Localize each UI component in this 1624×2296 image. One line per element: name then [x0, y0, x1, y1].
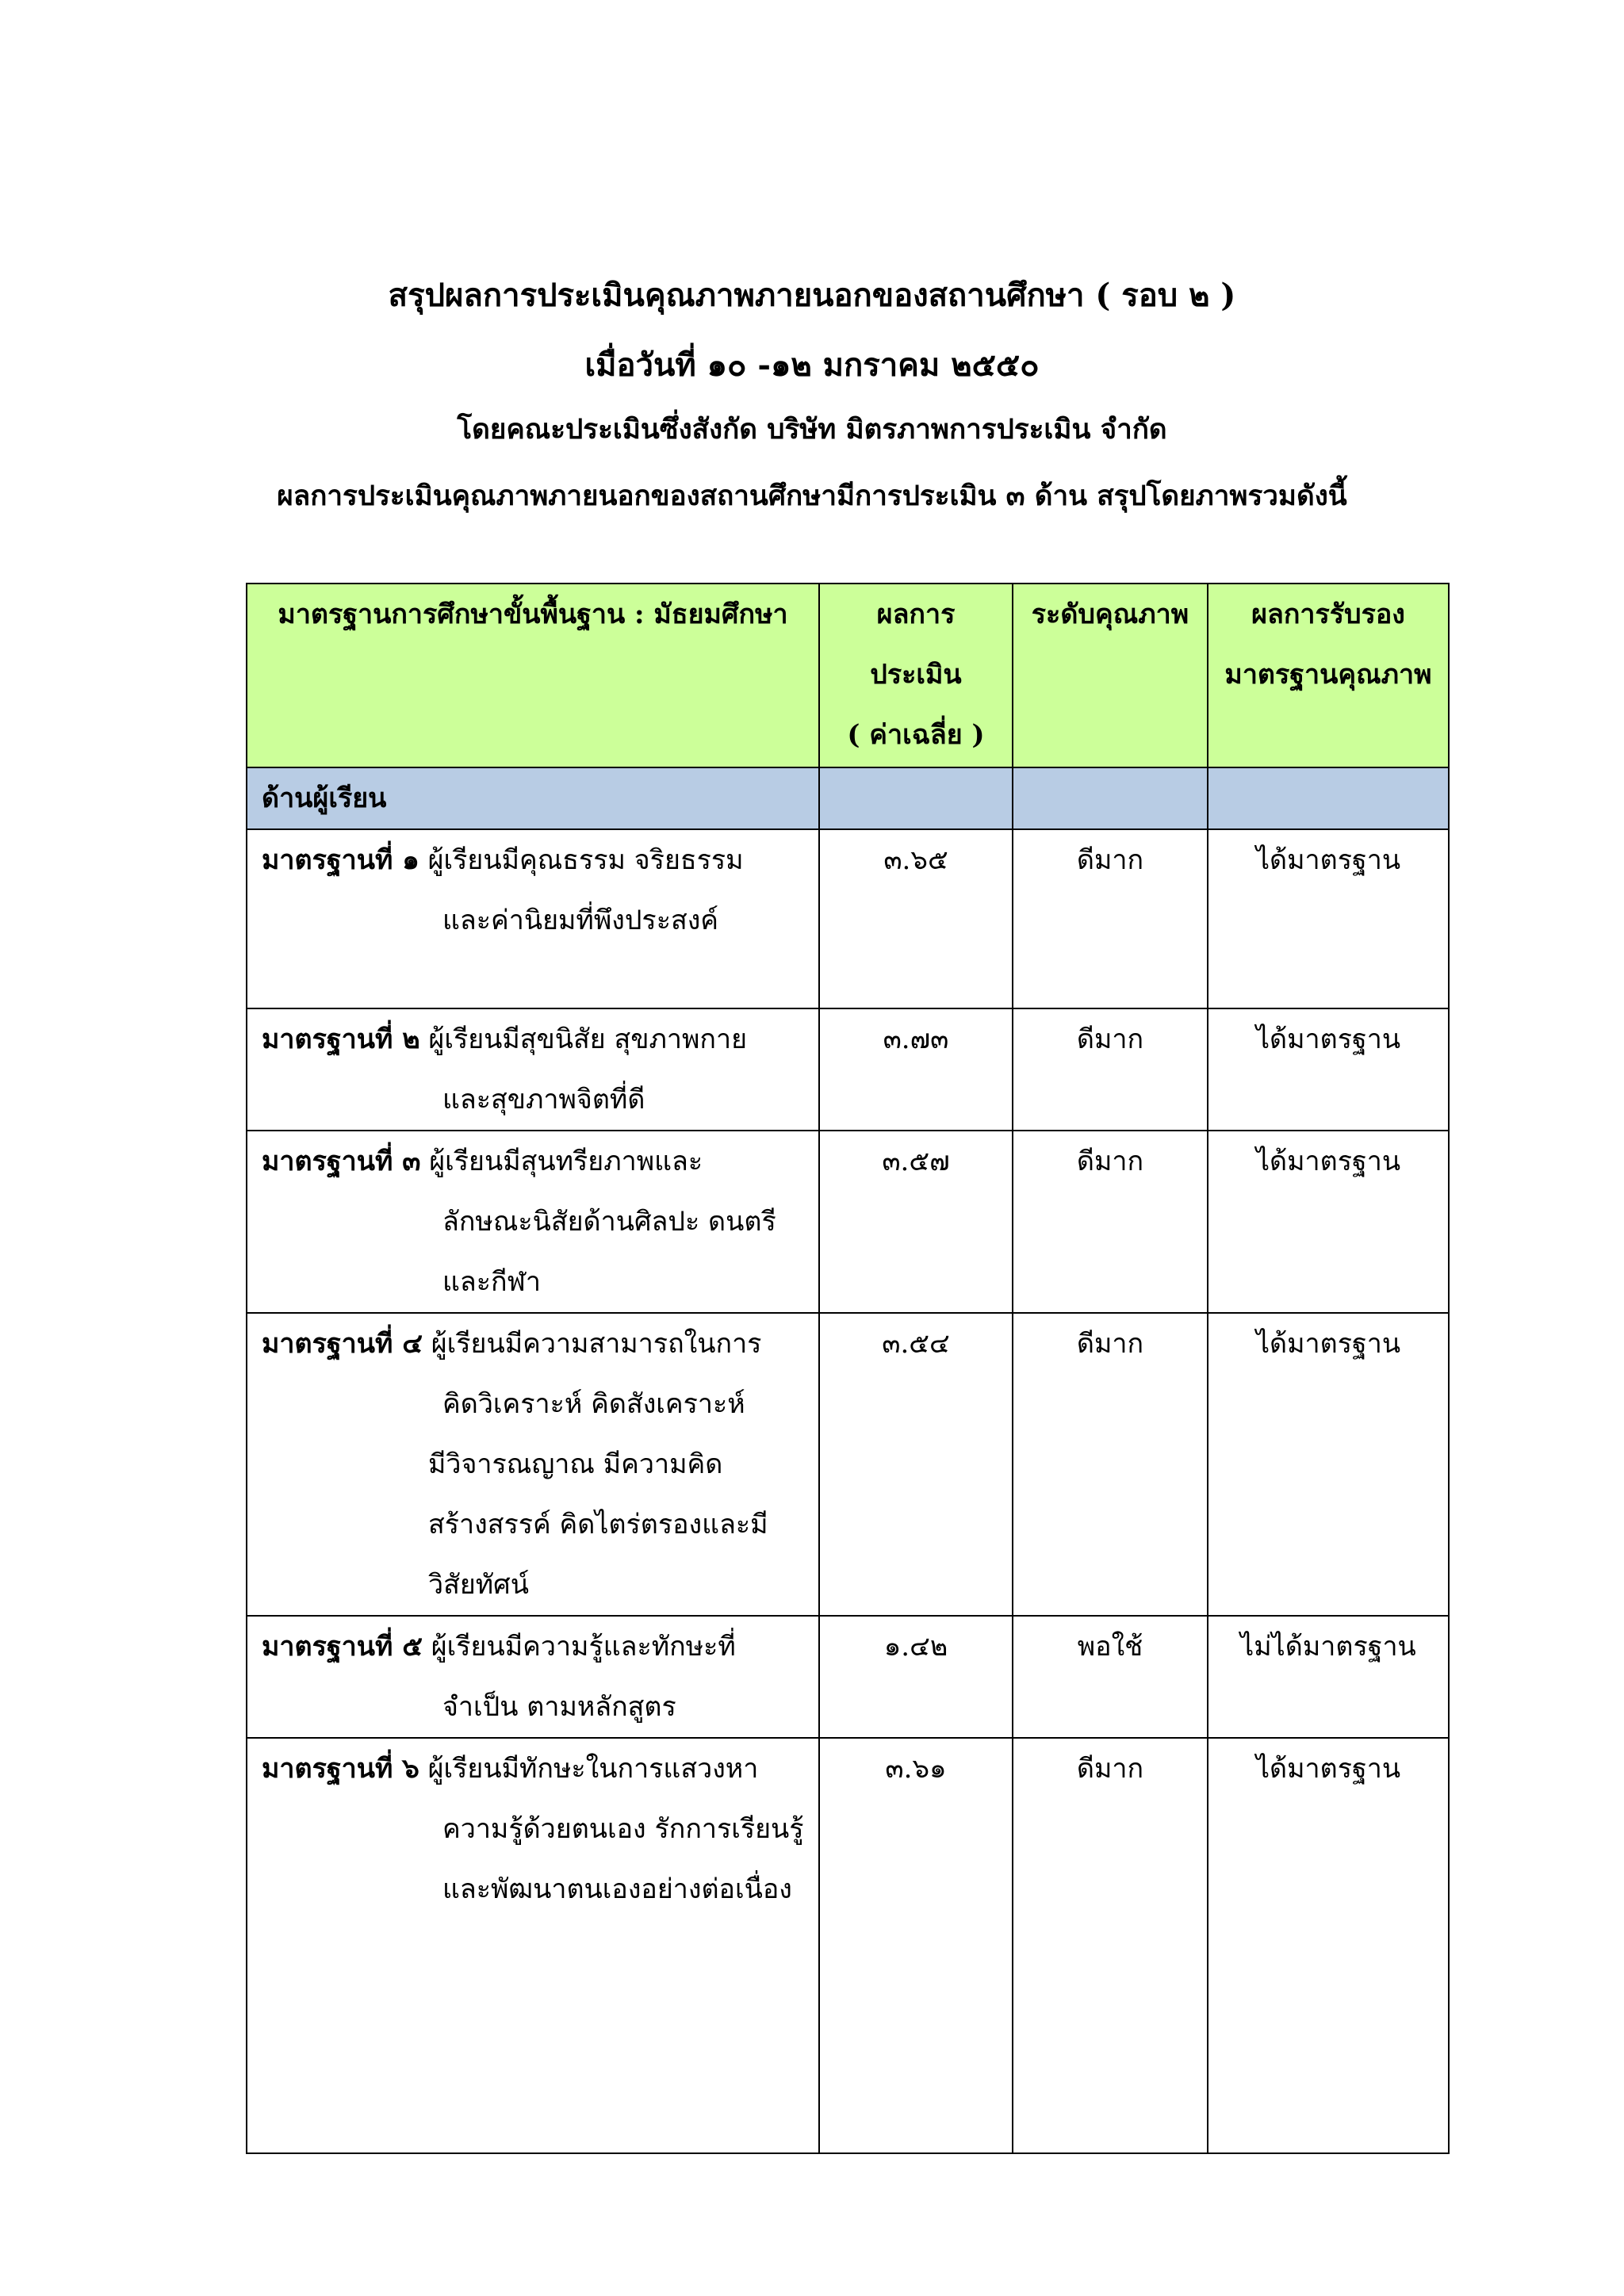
- standard-text-cont: จำเป็น ตามหลักสูตร: [442, 1691, 676, 1723]
- score-cell: ๓.๖๕: [819, 829, 1013, 1008]
- page-title: สรุปผลการประเมินคุณภาพภายนอกของสถานศึกษา ( รอบ ๒ ): [388, 277, 1236, 314]
- standard-text-cont: มีวิจารณญาณ มีความคิด: [428, 1448, 723, 1480]
- summary-intro: ผลการประเมินคุณภาพภายนอกของสถานศึกษามีการประเมิน ๓ ด้าน สรุปโดยภาพรวมดังนี้: [277, 480, 1347, 512]
- standard-text: ผู้เรียนมีสุขนิสัย สุขภาพกาย: [428, 1024, 748, 1055]
- level-cell: ดีมาก: [1013, 829, 1208, 1008]
- certification-cell: ได้มาตรฐาน: [1208, 1008, 1449, 1131]
- header-score: ผลการ ประเมิน ( ค่าเฉลี่ย ): [819, 584, 1013, 767]
- table-row: [247, 1313, 1449, 1616]
- standard-text: ผู้เรียนมีคุณธรรม จริยธรรม: [427, 844, 744, 876]
- level-cell: ดีมาก: [1013, 1738, 1208, 2153]
- standard-cell: [247, 1131, 819, 1313]
- standard-text-cont: และพัฒนาตนเองอย่างต่อเนื่อง: [442, 1873, 792, 1905]
- certification-cell: ได้มาตรฐาน: [1208, 1313, 1449, 1616]
- standard-text: ผู้เรียนมีสุนทรียภาพและ: [429, 1146, 703, 1177]
- section-label: ด้านผู้เรียน: [247, 767, 819, 829]
- table-row: [247, 829, 1449, 1008]
- assessment-date: เมื่อวันที่ ๑๐ -๑๒ มกราคม ๒๕๕๐: [584, 346, 1040, 384]
- standard-text-cont: คิดวิเคราะห์ คิดสังเคราะห์: [442, 1388, 745, 1420]
- header-standard: มาตรฐานการศึกษาขั้นพื้นฐาน : มัธยมศึกษา: [247, 584, 819, 767]
- standard-number: มาตรฐานที่ ๔: [262, 1328, 423, 1360]
- assessor-line: โดยคณะประเมินซึ่งสังกัด บริษัท มิตรภาพการประเมิน จำกัด: [457, 413, 1167, 446]
- certification-cell: ได้มาตรฐาน: [1208, 1131, 1449, 1313]
- level-cell: ดีมาก: [1013, 1008, 1208, 1131]
- standard-text-cont: และค่านิยมที่พึงประสงค์: [442, 905, 719, 936]
- standard-text: ผู้เรียนมีความสามารถในการ: [431, 1328, 762, 1360]
- score-cell: ๓.๕๗: [819, 1131, 1013, 1313]
- certification-cell: ได้มาตรฐาน: [1208, 1738, 1449, 2153]
- results-table: [246, 583, 1450, 2154]
- header-certification: ผลการรับรอง มาตรฐานคุณภาพ: [1208, 584, 1449, 767]
- score-cell: ๑.๔๒: [819, 1616, 1013, 1738]
- score-cell: ๓.๗๓: [819, 1008, 1013, 1131]
- standard-text-cont: และกีฬา: [442, 1266, 541, 1298]
- standard-text: ผู้เรียนมีทักษะในการแสวงหา: [427, 1753, 759, 1785]
- standard-cell: [247, 1738, 819, 2153]
- standard-number: มาตรฐานที่ ๖: [262, 1753, 419, 1785]
- table-header-row: [247, 584, 1449, 767]
- header-level: ระดับคุณภาพ: [1013, 584, 1208, 767]
- level-cell: ดีมาก: [1013, 1313, 1208, 1616]
- table-row: [247, 1738, 1449, 2153]
- score-cell: ๓.๖๑: [819, 1738, 1013, 2153]
- standard-number: มาตรฐานที่ ๒: [262, 1024, 420, 1055]
- level-cell: พอใช้: [1013, 1616, 1208, 1738]
- standard-text-cont: ความรู้ด้วยตนเอง รักการเรียนรู้: [442, 1813, 804, 1845]
- standard-number: มาตรฐานที่ ๓: [262, 1146, 421, 1177]
- certification-cell: ไม่ได้มาตรฐาน: [1208, 1616, 1449, 1738]
- standard-text-cont: ลักษณะนิสัยด้านศิลปะ ดนตรี: [442, 1206, 776, 1238]
- section-row-learners: [247, 767, 1449, 829]
- standard-number: มาตรฐานที่ ๕: [262, 1631, 423, 1663]
- table-row: [247, 1131, 1449, 1313]
- table-row: [247, 1008, 1449, 1131]
- table-row: [247, 1616, 1449, 1738]
- level-cell: ดีมาก: [1013, 1131, 1208, 1313]
- standard-text: ผู้เรียนมีความรู้และทักษะที่: [431, 1631, 736, 1663]
- certification-cell: ได้มาตรฐาน: [1208, 829, 1449, 1008]
- score-cell: ๓.๕๔: [819, 1313, 1013, 1616]
- standard-cell: [247, 1008, 819, 1131]
- standard-cell: [247, 829, 819, 1008]
- standard-cell: [247, 1616, 819, 1738]
- standard-text-cont: วิสัยทัศน์: [428, 1569, 530, 1601]
- standard-cell: [247, 1313, 819, 1616]
- standard-text-cont: และสุขภาพจิตที่ดี: [442, 1084, 645, 1115]
- standard-number: มาตรฐานที่ ๑: [262, 844, 419, 876]
- standard-text-cont: สร้างสรรค์ คิดไตร่ตรองและมี: [428, 1509, 768, 1540]
